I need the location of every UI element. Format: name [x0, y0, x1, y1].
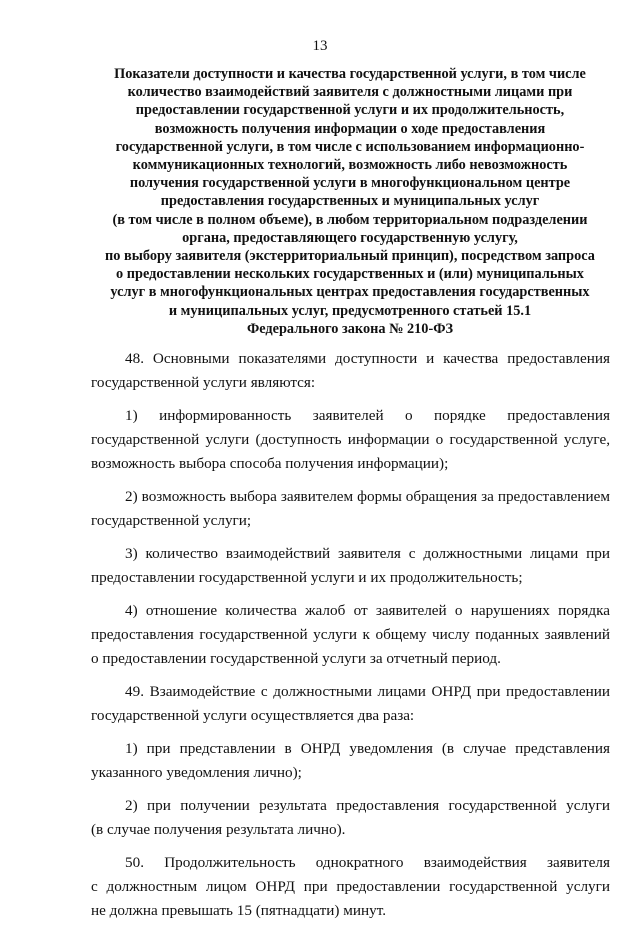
paragraph-line: государственной услуги осуществляется два раза: [91, 707, 415, 724]
page-number: 13 [312, 38, 328, 54]
paragraph-48-item-2 [91, 485, 610, 533]
paragraph-line: 1) информированность заявителей о порядке предоставления [125, 407, 610, 424]
paragraph-line: предоставления государственной услуги к общему числу поданных заявлений [91, 626, 610, 643]
heading-line: услуг в многофункциональных центрах предоставления государственных [110, 284, 590, 301]
heading-line: государственной услуги, в том числе с использованием информационно- [115, 138, 585, 155]
paragraph-line: 49. Взаимодействие с должностными лицами ОНРД при предоставлении [125, 683, 610, 700]
paragraph-line: 2) возможность выбора заявителем формы обращения за предоставлением [125, 488, 610, 505]
paragraph-line: государственной услуги являются: [91, 374, 316, 391]
heading-line: предоставлении государственной услуги и их продолжительность, [135, 102, 565, 119]
heading-line: (в том числе в полном объеме), в любом территориальном подразделении [112, 211, 588, 228]
paragraph-48-item-1 [91, 404, 610, 476]
paragraph-50 [91, 851, 610, 923]
paragraph-line: государственной услуги (доступность информации о государственной услуге, [91, 431, 610, 448]
paragraph-49 [91, 680, 610, 728]
paragraph-line: с должностным лицом ОНРД при предоставлении государственной услуги [91, 878, 610, 895]
paragraph-48 [91, 347, 610, 395]
paragraph-line: 2) при получении результата предоставления государственной услуги [125, 797, 610, 814]
heading-line: Показатели доступности и качества государственной услуги, в том числе [114, 66, 586, 82]
heading-line: коммуникационных технологий, возможность либо невозможность [132, 157, 568, 174]
paragraph-line: не должна превышать 15 (пятнадцати) минут. [91, 902, 386, 919]
heading-line: органа, предоставляющего государственную услугу, [182, 229, 518, 246]
paragraph-48-item-4 [91, 599, 610, 671]
heading-line: и муниципальных услуг, предусмотренного статьей 15.1 [168, 302, 532, 319]
heading-line: предоставления государственных и муниципальных услуг [160, 193, 540, 210]
paragraph-line: указанного уведомления лично); [91, 764, 302, 781]
heading-line: количество взаимодействий заявителя с должностными лицами при [127, 84, 573, 101]
paragraph-line: предоставлении государственной услуги и их продолжительность; [91, 569, 523, 586]
paragraph-49-item-1 [91, 737, 610, 785]
paragraph-line: 48. Основными показателями доступности и качества предоставления [125, 350, 610, 367]
paragraph-line: государственной услуги; [91, 512, 252, 529]
section-heading [80, 65, 620, 338]
heading-line: Федерального закона № 210-ФЗ [246, 320, 454, 337]
document-body [91, 347, 610, 932]
paragraph-line: о предоставлении государственной услуги за отчетный период. [91, 650, 501, 667]
heading-line: возможность получения информации о ходе предоставления [154, 120, 546, 137]
heading-line: получения государственной услуги в многофункциональном центре [129, 175, 571, 192]
paragraph-line: (в случае получения результата лично). [91, 821, 346, 838]
paragraph-line: 3) количество взаимодействий заявителя с должностными лицами при [125, 545, 610, 562]
paragraph-49-item-2 [91, 794, 610, 842]
heading-line: о предоставлении нескольких государственных и (или) муниципальных [116, 266, 584, 283]
paragraph-line: 50. Продолжительность однократного взаимодействия заявителя [125, 854, 610, 871]
paragraph-48-item-3 [91, 542, 610, 590]
paragraph-line: 1) при представлении в ОНРД уведомления (в случае представления [125, 740, 610, 757]
heading-line: по выбору заявителя (экстерриториальный принцип), посредством запроса [105, 248, 595, 265]
paragraph-line: возможность выбора способа получения информации); [91, 455, 449, 472]
paragraph-line: 4) отношение количества жалоб от заявителей о нарушениях порядка [125, 602, 610, 619]
